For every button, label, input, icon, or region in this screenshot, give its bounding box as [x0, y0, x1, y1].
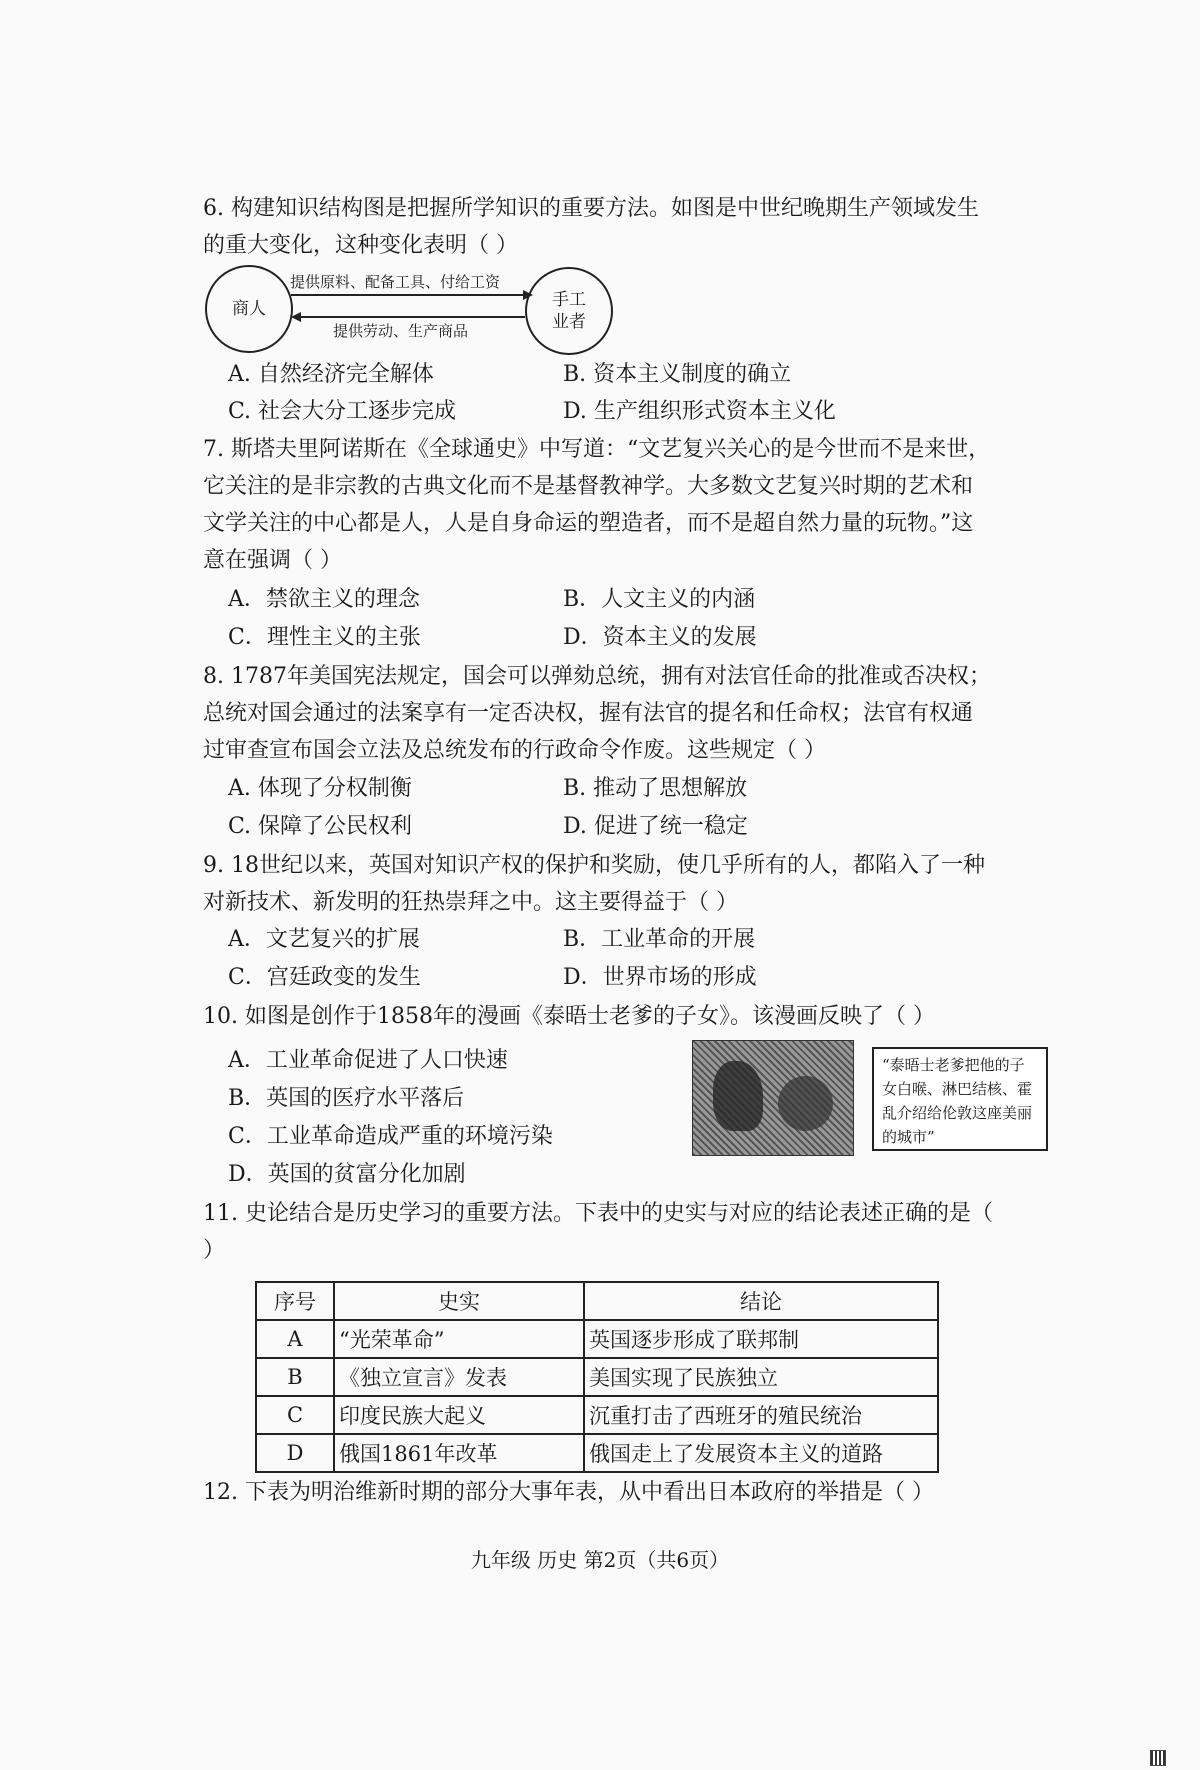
- row-conclusion: 英国逐步形成了联邦制: [584, 1320, 938, 1358]
- q6-option-b[interactable]: B. 资本主义制度的确立: [563, 362, 792, 387]
- table-row: [256, 1320, 938, 1358]
- row-fact: 俄国1861年改革: [334, 1434, 584, 1472]
- q7-option-c[interactable]: C．理性主义的主张: [228, 625, 421, 650]
- q8-option-d[interactable]: D. 促进了统一稳定: [563, 814, 748, 839]
- q10-option-b[interactable]: B．英国的医疗水平落后: [228, 1086, 465, 1111]
- diagram-node-artisan: 手工 业者: [525, 267, 613, 355]
- q6-option-a[interactable]: A. 自然经济完全解体: [228, 362, 434, 387]
- q6-options-row-2: [228, 394, 988, 431]
- q11-facts-table: [255, 1281, 939, 1473]
- question-9-text: 9. 18世纪以来，英国对知识产权的保护和奖励，使几乎所有的人，都陷入了一种对新技术、新发明的狂热崇拜之中。这主要得益于（ ）: [203, 853, 985, 915]
- row-index: D: [256, 1434, 334, 1472]
- q10-option-c[interactable]: C．工业革命造成严重的环境污染: [228, 1124, 553, 1149]
- q7-options-row-2: [228, 620, 988, 657]
- row-fact: 印度民族大起义: [334, 1396, 584, 1434]
- q9-option-d[interactable]: D．世界市场的形成: [563, 965, 757, 990]
- row-conclusion: 沉重打击了西班牙的殖民统治: [584, 1396, 938, 1434]
- table-row: [256, 1396, 938, 1434]
- q7-options-row-1: [228, 582, 988, 619]
- question-6-text: 6. 构建知识结构图是把握所学知识的重要方法。如图是中世纪晚期生产领域发生的重大变化，这种变化表明（ ）: [203, 196, 979, 258]
- q8-options-row-2: [228, 809, 988, 846]
- header-conclusion: 结论: [584, 1282, 938, 1320]
- header-index: 序号: [256, 1282, 334, 1320]
- q8-option-a[interactable]: A. 体现了分权制衡: [228, 776, 412, 801]
- diagram-top-arrow-label: 提供原料、配备工具、付给工资: [290, 273, 501, 291]
- q10-option-a[interactable]: A．工业革命促进了人口快速: [228, 1048, 508, 1073]
- row-index: A: [256, 1320, 334, 1358]
- q10-cartoon-caption: “泰晤士老爹把他的子女白喉、淋巴结核、霍乱介绍给伦敦这座美丽的城市”: [872, 1047, 1048, 1151]
- q6-structure-diagram: [205, 265, 605, 357]
- q9-option-b[interactable]: B．工业革命的开展: [563, 927, 756, 952]
- q9-option-a[interactable]: A．文艺复兴的扩展: [228, 927, 420, 952]
- q6-options-row-1: [228, 357, 988, 394]
- q7-option-a[interactable]: A．禁欲主义的理念: [228, 587, 420, 612]
- question-12-text: 12. 下表为明治维新时期的部分大事年表，从中看出日本政府的举措是（ ）: [203, 1480, 934, 1505]
- q8-option-b[interactable]: B. 推动了思想解放: [563, 776, 748, 801]
- q10-cartoon-image: [692, 1040, 854, 1156]
- q8-options-row-1: [228, 771, 988, 808]
- question-7-text: 7. 斯塔夫里阿诺斯在《全球通史》中写道：“文艺复兴关心的是今世而不是来世，它关注的是非宗教的古典文化而不是基督教神学。大多数文艺复兴时期的艺术和文学关注的中心都是人，人是自身命运的塑造者，而不是超自然力量的玩物。”这意在强调（ ）: [203, 437, 991, 573]
- q6-option-d[interactable]: D. 生产组织形式资本主义化: [563, 399, 836, 424]
- table-row: [256, 1434, 938, 1472]
- row-conclusion: 美国实现了民族独立: [584, 1358, 938, 1396]
- diagram-node-merchant: 商人: [205, 265, 293, 353]
- row-fact: 《独立宣言》发表: [334, 1358, 584, 1396]
- row-index: C: [256, 1396, 334, 1434]
- question-10-text: 10. 如图是创作于1858年的漫画《泰晤士老爹的子女》。该漫画反映了（ ）: [203, 1004, 935, 1029]
- row-index: B: [256, 1358, 334, 1396]
- question-8-text: 8. 1787年美国宪法规定，国会可以弹劾总统，拥有对法官任命的批准或否决权；总统对国会通过的法案享有一定否决权，握有法官的提名和任命权；法官有权通过审查宣布国会立法及总统发布的行政命令作废。这些规定（ ）: [203, 664, 991, 763]
- q9-option-c[interactable]: C．宫廷政变的发生: [228, 965, 421, 990]
- q6-option-c[interactable]: C. 社会大分工逐步完成: [228, 399, 457, 424]
- qr-code-icon: [1150, 1750, 1166, 1766]
- question-11-text: 11. 史论结合是历史学习的重要方法。下表中的史实与对应的结论表述正确的是（ ）: [203, 1201, 993, 1263]
- q7-option-b[interactable]: B．人文主义的内涵: [563, 587, 756, 612]
- table-row: [256, 1358, 938, 1396]
- diagram-bottom-arrow-label: 提供劳动、生产商品: [333, 322, 469, 340]
- row-conclusion: 俄国走上了发展资本主义的道路: [584, 1434, 938, 1472]
- q8-option-c[interactable]: C. 保障了公民权利: [228, 814, 413, 839]
- q9-options-row-2: [228, 960, 988, 997]
- header-fact: 史实: [334, 1282, 584, 1320]
- q7-option-d[interactable]: D．资本主义的发展: [563, 625, 757, 650]
- q10-option-d[interactable]: D．英国的贫富分化加剧: [228, 1162, 466, 1187]
- q9-options-row-1: [228, 922, 988, 959]
- table-header-row: [256, 1282, 938, 1320]
- row-fact: “光荣革命”: [334, 1320, 584, 1358]
- page-footer: 九年级 历史 第2页（共6页）: [470, 1548, 730, 1572]
